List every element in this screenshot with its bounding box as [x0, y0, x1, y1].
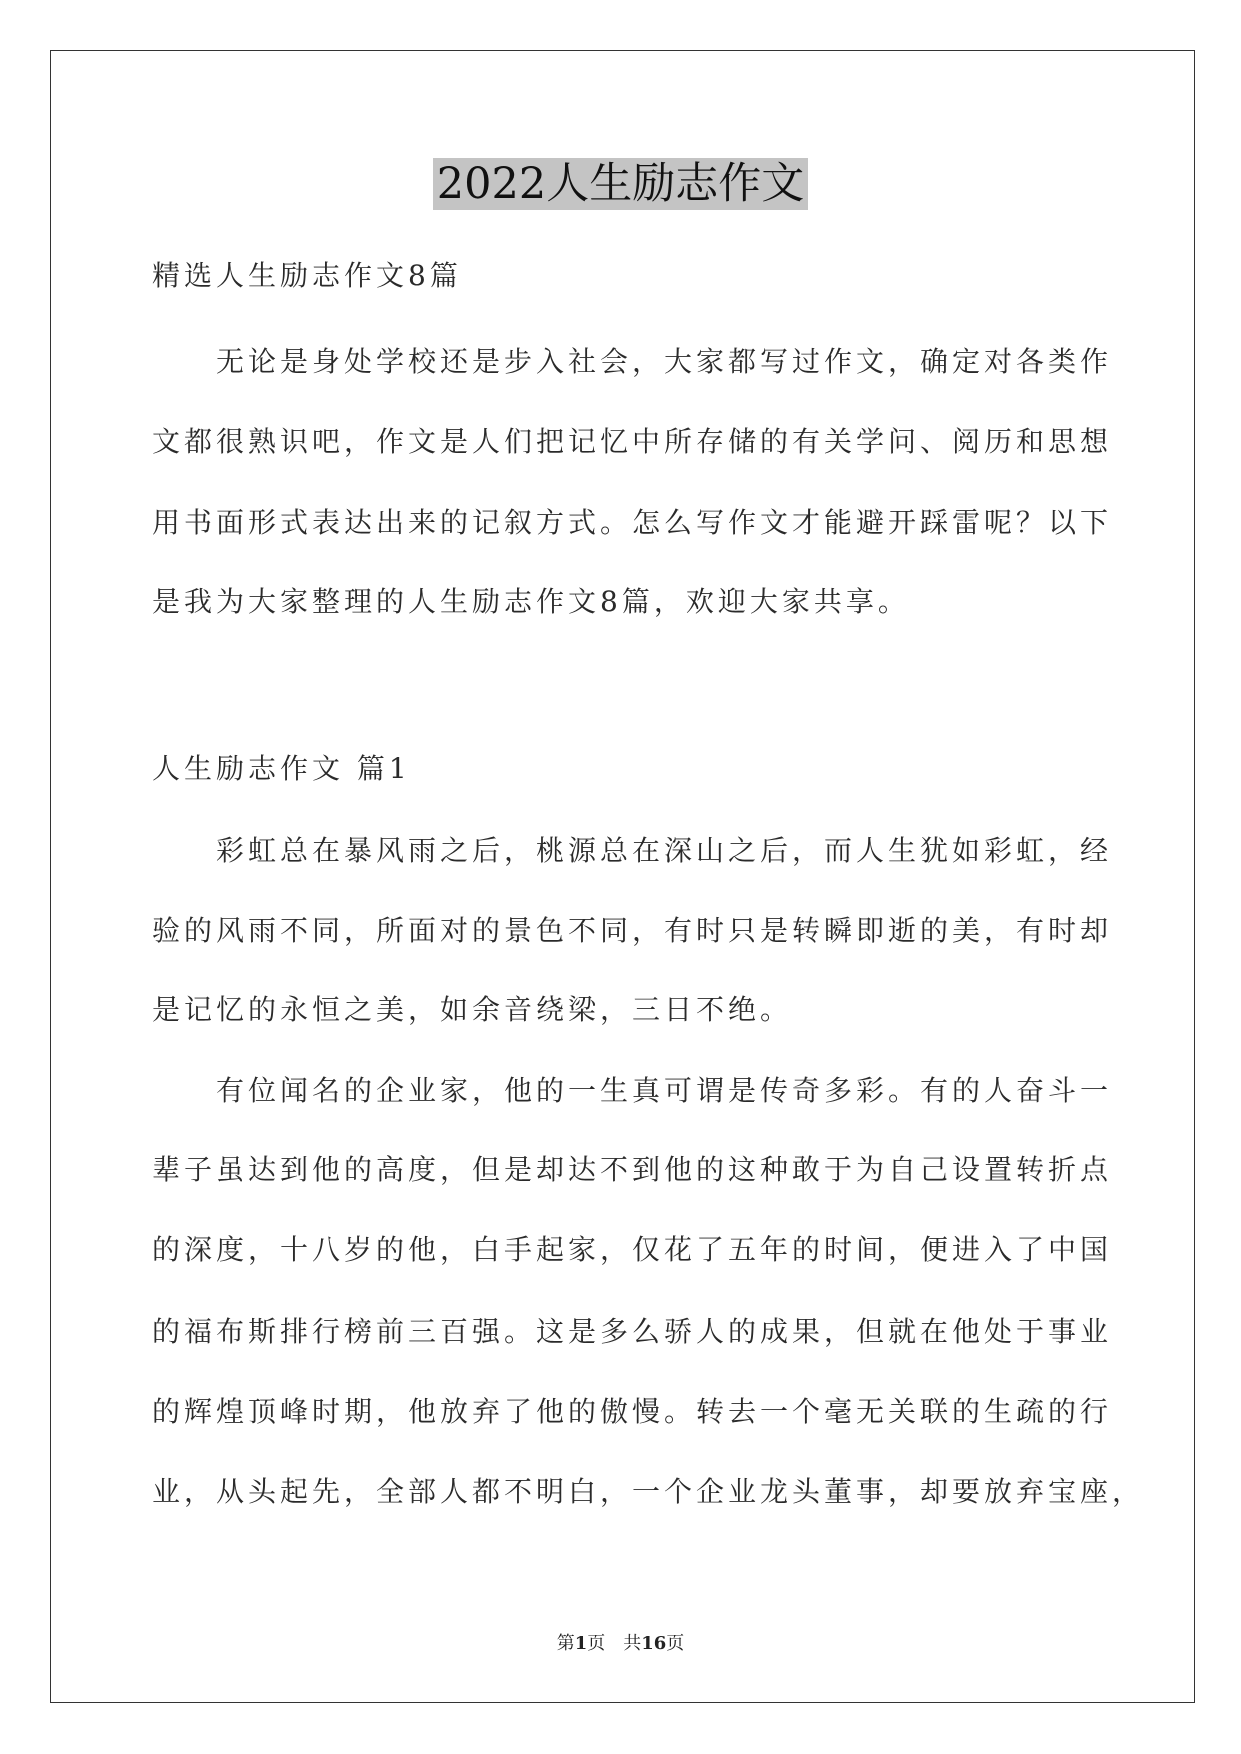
body-line: 的福布斯排行榜前三百强。这是多么骄人的成果，但就在他处于事业 — [152, 1315, 1113, 1348]
body-line: 无论是身处学校还是步入社会，大家都写过作文，确定对各类作 — [152, 345, 1113, 378]
total-prefix: 共 — [623, 1633, 642, 1654]
page-prefix: 第 — [556, 1633, 575, 1654]
page-footer — [0, 1632, 1241, 1656]
body-line: 有位闻名的企业家，他的一生真可谓是传奇多彩。有的人奋斗一 — [152, 1074, 1113, 1107]
body-line: 彩虹总在暴风雨之后，桃源总在深山之后，而人生犹如彩虹，经 — [152, 834, 1113, 867]
body-line: 是我为大家整理的人生励志作文8篇，欢迎大家共享。 — [152, 585, 910, 618]
subtitle-line: 精选人生励志作文8篇 — [152, 259, 462, 292]
section-heading: 人生励志作文 篇1 — [152, 752, 411, 785]
document-title: 2022人生励志作文 — [433, 158, 808, 210]
title-container — [0, 158, 1241, 210]
total-suffix: 页 — [666, 1633, 685, 1654]
body-line: 的深度，十八岁的他，白手起家，仅花了五年的时间，便进入了中国 — [152, 1233, 1113, 1266]
body-line: 验的风雨不同，所面对的景色不同，有时只是转瞬即逝的美，有时却 — [152, 914, 1113, 947]
page-current: 1 — [574, 1633, 588, 1654]
body-line: 业，从头起先，全部人都不明白，一个企业龙头董事，却要放弃宝座， — [152, 1475, 1145, 1508]
body-line: 用书面形式表达出来的记叙方式。怎么写作文才能避开踩雷呢？以下 — [152, 506, 1113, 539]
page-total: 16 — [641, 1633, 667, 1654]
body-line: 的辉煌顶峰时期，他放弃了他的傲慢。转去一个毫无关联的生疏的行 — [152, 1395, 1113, 1428]
page-suffix: 页 — [587, 1633, 606, 1654]
body-line: 文都很熟识吧，作文是人们把记忆中所存储的有关学问、阅历和思想 — [152, 425, 1113, 458]
page-border — [50, 50, 1195, 1703]
body-line: 辈子虽达到他的高度，但是却达不到他的这种敢于为自己设置转折点 — [152, 1153, 1113, 1186]
body-line: 是记忆的永恒之美，如余音绕梁，三日不绝。 — [152, 993, 793, 1026]
